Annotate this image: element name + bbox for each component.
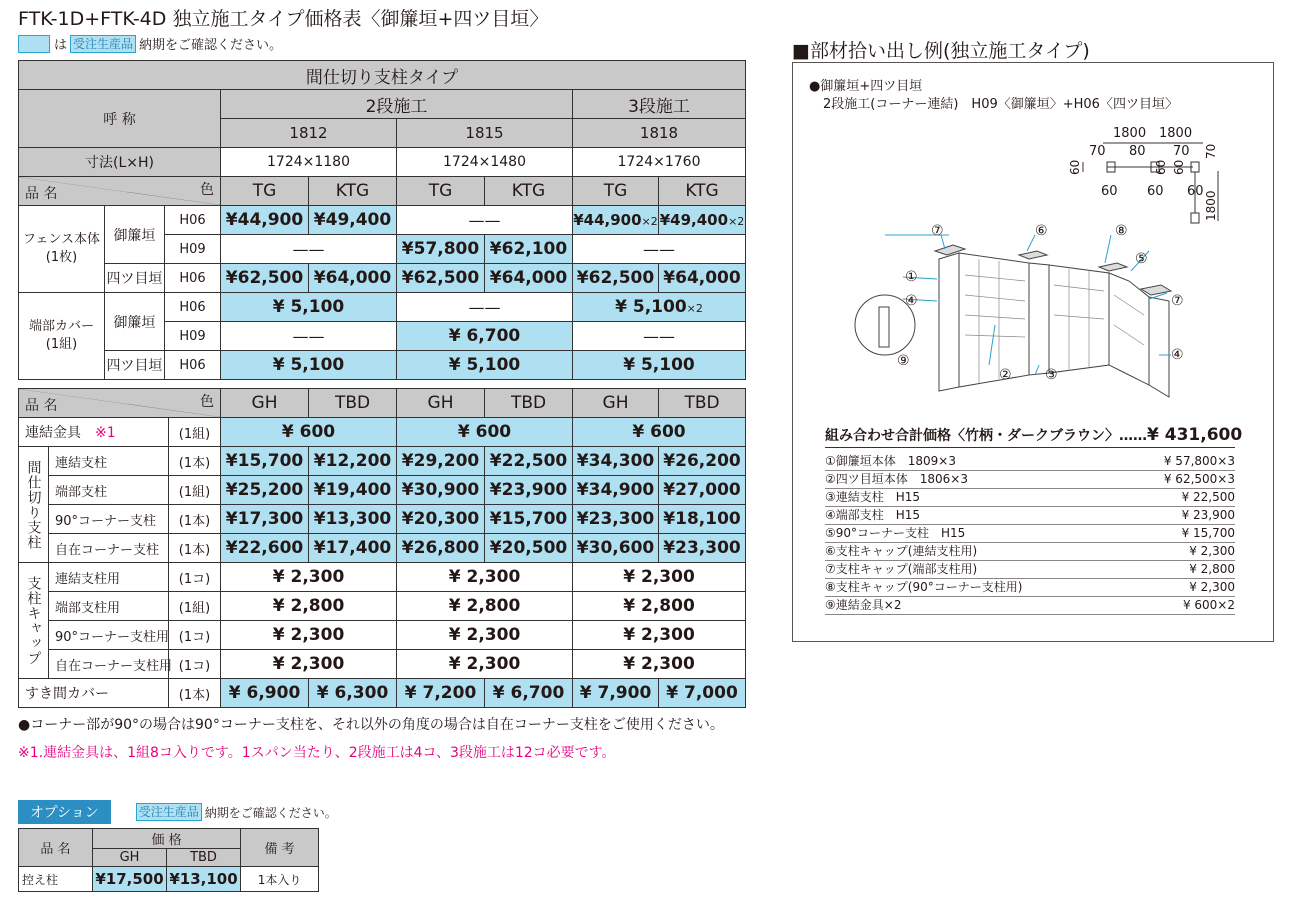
option-table [18, 828, 319, 892]
dim-text: 1800 [1204, 190, 1218, 221]
price-cell: ¥19,400 [309, 476, 397, 505]
hinmei-label: 品 名 [25, 398, 58, 414]
unit-label: (1本) [169, 679, 221, 708]
list-item [825, 507, 1235, 525]
page-title: FTK-1D+FTK-4D 独立施工タイプ価格表〈御簾垣+四ツ目垣〉 [18, 8, 549, 30]
price-cell: ¥23,300 [659, 534, 746, 563]
size-1815: 1815 [397, 119, 573, 148]
dash-cell: —— [573, 235, 746, 264]
cap-name: 90°コーナー支柱用 [49, 621, 169, 650]
item-name: ④端部支柱 H15 [825, 508, 921, 522]
price-cell: ¥64,000 [485, 264, 573, 293]
pillar-name: 自在コーナー支柱 [49, 534, 169, 563]
unit-label: (1本) [169, 534, 221, 563]
item-price: ¥ 2,300 [1189, 544, 1235, 558]
item-name: ①御簾垣本体 1809×3 [825, 454, 956, 468]
opt-row-note: 1本入り [241, 867, 319, 892]
color-tg-1: TG [221, 177, 309, 206]
label-1: ① [905, 269, 918, 285]
opt-biko: 備 考 [241, 829, 319, 867]
dim-1812: 1724×1180 [221, 148, 397, 177]
h06-label: H06 [165, 264, 221, 293]
dim-text: 60 [1187, 184, 1204, 199]
color-ktg-2: KTG [485, 177, 573, 206]
label-5: ⑤ [1135, 251, 1148, 267]
price-cell: ¥26,200 [659, 447, 746, 476]
dash-cell: —— [221, 322, 397, 351]
price-cell: ¥ 2,300 [397, 563, 573, 592]
table-row [19, 592, 746, 621]
list-item [825, 561, 1235, 579]
dash-cell: —— [397, 206, 573, 235]
list-item [825, 489, 1235, 507]
iro-label: 色 [200, 394, 215, 410]
dim-text: 60 [1147, 184, 1164, 199]
item-price: ¥ 2,300 [1189, 580, 1235, 594]
cap-name: 連結支柱用 [49, 563, 169, 592]
price-cell: ¥ 7,900 [573, 679, 659, 708]
price-cell: ¥34,900 [573, 476, 659, 505]
label-4: ④ [905, 293, 918, 309]
label-4b: ④ [1171, 347, 1184, 363]
price-cell: ¥ 6,300 [309, 679, 397, 708]
price-cell: ¥30,600 [573, 534, 659, 563]
group-cap-label: 支柱キャップ [19, 563, 49, 679]
table-row [19, 650, 746, 679]
label-9: ⑨ [897, 353, 910, 369]
opt-gh: GH [93, 849, 167, 867]
h09-label: H09 [165, 235, 221, 264]
example-line2: 2段施工(コーナー連結) H09〈御簾垣〉+H06〈四ツ目垣〉 [823, 97, 1178, 112]
table-row [19, 621, 746, 650]
color-gh-3: GH [573, 389, 659, 418]
price-cell: ¥ 6,900 [221, 679, 309, 708]
item-name: ⑨連結金具×2 [825, 598, 902, 612]
dim-text: 60 [1068, 159, 1082, 175]
item-name: ⑦支柱キャップ(端部支柱用) [825, 562, 978, 576]
stage2-header: 2段施工 [221, 90, 573, 119]
cap-name: 自在コーナー支柱用 [49, 650, 169, 679]
dim-label: 寸法(L×H) [19, 148, 221, 177]
table-row [19, 534, 746, 563]
price-cell: ¥23,900 [485, 476, 573, 505]
item-name: ⑤90°コーナー支柱 H15 [825, 526, 966, 540]
price-cell: ¥ 5,100 [397, 351, 573, 380]
price-cell: ¥62,500 [221, 264, 309, 293]
table-row [19, 447, 746, 476]
h06-label: H06 [165, 206, 221, 235]
note-connector: ※1.連結金具は、1組8コ入りです。1スパン当たり、2段施工は4コ、3段施工は12コ必要です。 [18, 745, 616, 761]
price-cell: ¥25,200 [221, 476, 309, 505]
cap-rows [19, 563, 746, 679]
item-price: ¥ 57,800×3 [1163, 454, 1235, 468]
price-cell: ¥62,500 [573, 264, 659, 293]
color-tbd-1: TBD [309, 389, 397, 418]
name-label: 呼 称 [19, 90, 221, 148]
price-cell: ¥62,100 [485, 235, 573, 264]
label-3: ③ [1045, 367, 1058, 383]
stage3-header: 3段施工 [573, 90, 746, 119]
list-item [825, 453, 1235, 471]
dim-text: 60 [1101, 184, 1118, 199]
item-price: ¥ 600×2 [1182, 598, 1235, 612]
color-ktg-1: KTG [309, 177, 397, 206]
price-cell: ¥ 2,300 [573, 563, 746, 592]
highlight-swatch [18, 35, 50, 53]
price-cell: ¥ 2,800 [573, 592, 746, 621]
price-cell: ¥64,000 [659, 264, 746, 293]
right-title: ■部材拾い出し例(独立施工タイプ) [792, 40, 1090, 62]
size-1812: 1812 [221, 119, 397, 148]
price-cell: ¥ 600 [397, 418, 573, 447]
renketsu-label: 連結金具 ※1 [19, 418, 169, 447]
opt-hinmei: 品 名 [19, 829, 93, 867]
unit-label: (1組) [169, 592, 221, 621]
legend-is: は [54, 38, 68, 53]
price-cell: ¥44,900 [221, 206, 309, 235]
price-cell: ¥15,700 [485, 505, 573, 534]
price-cell: ¥ 2,800 [221, 592, 397, 621]
price-cell: ¥ 2,300 [221, 621, 397, 650]
main-price-table [18, 60, 746, 380]
pillar-name: 連結支柱 [49, 447, 169, 476]
item-price: ¥ 15,700 [1181, 526, 1235, 540]
price-cell: ¥ 5,100 [221, 293, 397, 322]
price-cell: ¥29,200 [397, 447, 485, 476]
h06-label: H06 [165, 351, 221, 380]
price-cell: ¥22,500 [485, 447, 573, 476]
legend [18, 34, 282, 53]
price-cell: ¥27,000 [659, 476, 746, 505]
price-cell: ¥18,100 [659, 505, 746, 534]
yotsu-label: 四ツ目垣 [105, 264, 165, 293]
made-to-order-tag: 受注生産品 [136, 803, 202, 821]
item-list [825, 453, 1235, 615]
item-name: ⑧支柱キャップ(90°コーナー支柱用) [825, 580, 1023, 594]
label-2: ② [999, 367, 1012, 383]
price-cell: ¥ 6,700 [397, 322, 573, 351]
legend-text: 納期をご確認ください。 [139, 38, 283, 53]
dim-text: 80 [1129, 144, 1146, 159]
group-pillar-label: 間仕切り支柱 [19, 447, 49, 563]
total-value: ¥ 431,600 [1147, 425, 1243, 445]
dim-text: 70 [1173, 144, 1190, 159]
price-cell: ¥ 2,300 [397, 621, 573, 650]
price-cell: ¥30,900 [397, 476, 485, 505]
label-7b: ⑦ [1171, 293, 1184, 309]
price-cell: ¥62,500 [397, 264, 485, 293]
h06-label: H06 [165, 293, 221, 322]
price-cell: ¥22,600 [221, 534, 309, 563]
unit-label: (1コ) [169, 621, 221, 650]
gap-cover-label: すき間カバー [19, 679, 169, 708]
price-cell: ¥44,900×2 [573, 206, 659, 235]
price-cell: ¥13,300 [309, 505, 397, 534]
note-corner: ●コーナー部が90°の場合は90°コーナー支柱を、それ以外の角度の場合は自在コーナー支柱をご使用ください。 [18, 717, 724, 733]
made-to-order-tag: 受注生産品 [70, 35, 136, 53]
item-price: ¥ 2,800 [1189, 562, 1235, 576]
item-color-header [19, 177, 221, 206]
color-tbd-3: TBD [659, 389, 746, 418]
dim-text: 70 [1089, 144, 1106, 159]
fence-body-label: フェンス本体 (1枚) [19, 206, 105, 293]
price-cell: ¥ 2,300 [221, 650, 397, 679]
total-row [825, 425, 1243, 448]
color-tg-2: TG [397, 177, 485, 206]
price-cell: ¥ 600 [221, 418, 397, 447]
price-cell: ¥ 7,000 [659, 679, 746, 708]
parts-example-box [792, 62, 1274, 642]
price-cell: ¥ 2,300 [573, 621, 746, 650]
table-row [19, 505, 746, 534]
unit-label: (1本) [169, 447, 221, 476]
misu-label: 御簾垣 [105, 206, 165, 264]
price-cell: ¥ 600 [573, 418, 746, 447]
price-cell: ¥13,100 [167, 867, 241, 892]
label-7: ⑦ [931, 223, 944, 239]
yotsu-label: 四ツ目垣 [105, 351, 165, 380]
parts-price-table [18, 388, 746, 708]
dim-text: 60 [1154, 159, 1168, 175]
price-cell: ¥17,300 [221, 505, 309, 534]
dash-cell: —— [397, 293, 573, 322]
price-cell: ¥ 2,300 [221, 563, 397, 592]
list-item [825, 471, 1235, 489]
type-header: 間仕切り支柱タイプ [19, 61, 746, 90]
price-cell: ¥ 2,300 [397, 650, 573, 679]
example-line1: ●御簾垣+四ツ目垣 [809, 79, 923, 94]
unit-label: (1本) [169, 505, 221, 534]
unit-label: (1コ) [169, 650, 221, 679]
price-cell: ¥15,700 [221, 447, 309, 476]
unit-label: (1コ) [169, 563, 221, 592]
dash-cell: —— [221, 235, 397, 264]
label-6: ⑥ [1035, 223, 1048, 239]
color-ktg-3: KTG [659, 177, 746, 206]
iro-label: 色 [200, 182, 214, 198]
price-cell: ¥ 2,300 [573, 650, 746, 679]
label-8: ⑧ [1115, 223, 1128, 239]
dim-text: 60 [1172, 159, 1186, 175]
option-header [18, 800, 337, 824]
price-cell: ¥17,400 [309, 534, 397, 563]
price-cell: ¥ 7,200 [397, 679, 485, 708]
total-label: 組み合わせ合計価格〈竹柄・ダークブラウン〉…… [825, 428, 1147, 444]
list-item [825, 597, 1235, 615]
pillar-rows [19, 447, 746, 563]
dim-1815: 1724×1480 [397, 148, 573, 177]
price-cell: ¥20,300 [397, 505, 485, 534]
price-cell: ¥64,000 [309, 264, 397, 293]
dim-1818: 1724×1760 [573, 148, 746, 177]
price-cell: ¥ 6,700 [485, 679, 573, 708]
opt-kakaku: 価 格 [93, 829, 241, 849]
table-row [19, 563, 746, 592]
color-gh-2: GH [397, 389, 485, 418]
option-text: 納期をご確認ください。 [204, 805, 337, 820]
item-price: ¥ 22,500 [1181, 490, 1235, 504]
opt-tbd: TBD [167, 849, 241, 867]
opt-row-name: 控え柱 [19, 867, 93, 892]
price-cell: ¥17,500 [93, 867, 167, 892]
option-label: オプション [18, 800, 111, 824]
pillar-name: 端部支柱 [49, 476, 169, 505]
price-cell: ¥12,200 [309, 447, 397, 476]
dash-cell: —— [573, 322, 746, 351]
item-name: ②四ツ目垣本体 1806×3 [825, 472, 968, 486]
price-cell: ¥26,800 [397, 534, 485, 563]
color-tg-3: TG [573, 177, 659, 206]
price-cell: ¥23,300 [573, 505, 659, 534]
price-cell: ¥ 5,100 [221, 351, 397, 380]
price-cell: ¥ 2,800 [397, 592, 573, 621]
price-cell: ¥20,500 [485, 534, 573, 563]
item-price: ¥ 23,900 [1181, 508, 1235, 522]
price-cell: ¥34,300 [573, 447, 659, 476]
price-cell: ¥ 5,100 [573, 351, 746, 380]
table-row [19, 476, 746, 505]
pillar-name: 90°コーナー支柱 [49, 505, 169, 534]
h09-label: H09 [165, 322, 221, 351]
size-1818: 1818 [573, 119, 746, 148]
list-item [825, 579, 1235, 597]
hinmei-label: 品 名 [25, 186, 58, 202]
unit-label: (1組) [169, 418, 221, 447]
unit-label: (1組) [169, 476, 221, 505]
misu-label: 御簾垣 [105, 293, 165, 351]
item-name: ③連結支柱 H15 [825, 490, 921, 504]
end-cover-label: 端部カバー (1組) [19, 293, 105, 380]
fence-illustration [849, 215, 1189, 405]
dim-text: 1800 [1113, 126, 1147, 141]
cap-name: 端部支柱用 [49, 592, 169, 621]
price-cell: ¥57,800 [397, 235, 485, 264]
price-cell: ¥49,400×2 [659, 206, 746, 235]
item-color-header [19, 389, 221, 418]
list-item [825, 543, 1235, 561]
price-cell: ¥ 5,100×2 [573, 293, 746, 322]
dim-text: 70 [1204, 143, 1218, 159]
price-cell: ¥49,400 [309, 206, 397, 235]
dim-text: 1800 [1159, 126, 1193, 141]
item-name: ⑥支柱キャップ(連結支柱用) [825, 544, 978, 558]
color-gh-1: GH [221, 389, 309, 418]
list-item [825, 525, 1235, 543]
color-tbd-2: TBD [485, 389, 573, 418]
item-price: ¥ 62,500×3 [1163, 472, 1235, 486]
